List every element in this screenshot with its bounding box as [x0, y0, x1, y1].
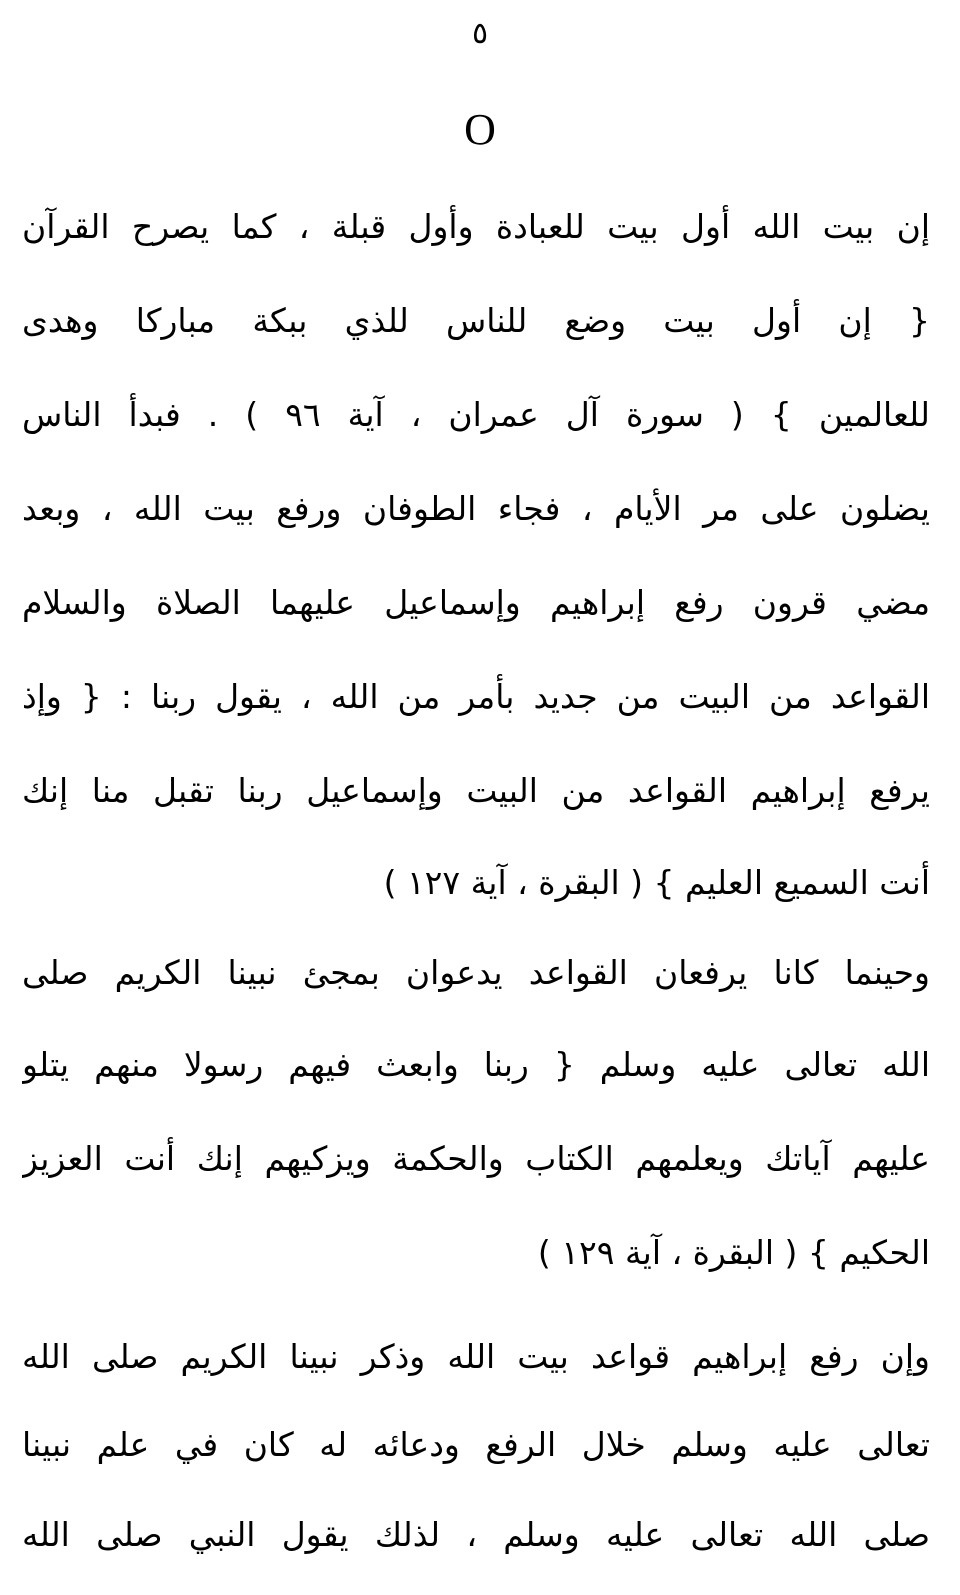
text-line-9: وحينما كانا يرفعان القواعد يدعوان بمجئ نبينا الكريم صلى	[22, 953, 930, 992]
text-line-12: الحكيم } ( البقرة ، آية ١٢٩ )	[537, 1233, 930, 1272]
text-line-5: مضي قرون رفع إبراهيم وإسماعيل عليهما الصلاة والسلام	[22, 583, 930, 622]
text-line-8: أنت السميع العليم } ( البقرة ، آية ١٢٧ )	[383, 863, 930, 902]
text-line-6: القواعد من البيت من جديد بأمر من الله ، يقول ربنا : { وإذ	[22, 677, 930, 716]
text-line-2: { إن أول بيت وضع للناس للذي ببكة مباركا وهدى	[22, 301, 930, 340]
text-line-15: صلى الله تعالى عليه وسلم ، لذلك يقول النبي صلى الله	[22, 1515, 930, 1554]
text-line-13: وإن رفع إبراهيم قواعد بيت الله وذكر نبينا الكريم صلى الله	[22, 1337, 930, 1376]
text-line-10: الله تعالى عليه وسلم { ربنا وابعث فيهم رسولا منهم يتلو	[22, 1045, 930, 1084]
text-line-7: يرفع إبراهيم القواعد من البيت وإسماعيل ربنا تقبل منا إنك	[22, 771, 930, 810]
text-line-11: عليهم آياتك ويعلمهم الكتاب والحكمة ويزكيهم إنك أنت العزيز	[22, 1139, 930, 1178]
section-ornament: O	[464, 105, 496, 154]
text-line-4: يضلون على مر الأيام ، فجاء الطوفان ورفع بيت الله ، وبعد	[22, 489, 930, 528]
text-line-3: للعالمين } ( سورة آل عمران ، آية ٩٦ ) . فبدأ الناس	[22, 395, 930, 434]
page-number: ٥	[471, 16, 489, 51]
text-line-14: تعالى عليه وسلم خلال الرفع ودعائه له كان في علم نبينا	[22, 1425, 930, 1464]
text-line-1: إن بيت الله أول بيت للعبادة وأول قبلة ، كما يصرح القرآن	[22, 207, 930, 246]
